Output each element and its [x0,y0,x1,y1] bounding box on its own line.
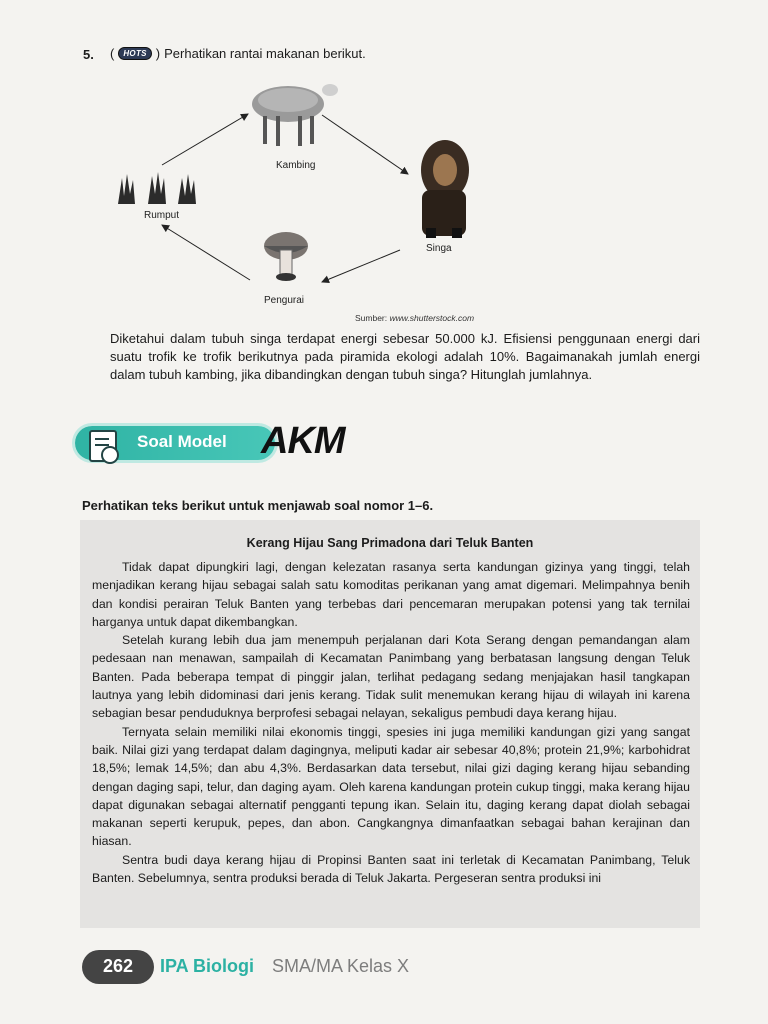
reading-body [92,558,690,887]
instruction: Perhatikan teks berikut untuk menjawab soal nomor 1–6. [82,498,434,513]
arrow-rumput-to-kambing [162,114,248,165]
footer-grade: SMA/MA Kelas X [272,956,410,976]
food-chain-illustration [100,70,580,330]
source-prefix: Sumber: [355,313,390,323]
mushroom-icon [264,232,308,281]
source-url: www.shutterstock.com [389,313,475,323]
question-prompt-line: ( HOTS ) Perhatikan rantai makanan berikut. [110,46,366,61]
footer-subject: IPA Biologi [160,956,254,976]
lion-icon [421,140,469,238]
reading-paragraph: Setelah kurang lebih dua jam menempuh perjalanan dari Kota Serang dengan pemandangan alam pedesaan nan menawan, sampailah di Kecamatan Panimbang yang berbatasan langsung dengan Teluk Banten. Pada beberapa tempat di pinggir jalan, terlihat pedagang sedang menjajakan hasil tangkapan lautnya yang lebih didominasi dari jenis kerang. Tidak sulit menemukan kerang hijau di wilayah ini karena sebagian besar penduduknya berprofesi sebagai nelayan, sekaligus pembudi daya kerang hijau. [92,633,690,721]
grass-icon [118,172,196,204]
page-number: 262 [102,956,134,976]
food-chain-diagram [100,70,580,330]
reading-title: Kerang Hijau Sang Primadona dari Teluk Banten [246,536,534,550]
reading-paragraph: Sentra budi daya kerang hijau di Propinsi Banten saat ini terletak di Kecamatan Panimbang, Teluk Banten. Sebelumnya, sentra produksi berada di Teluk Jakarta. Pergeseran sentra produksi ini [92,852,690,886]
label-kambing: Kambing [276,160,316,171]
question-number: 5. [83,47,94,62]
sheep-icon [252,84,338,146]
hots-badge: HOTS [118,47,151,60]
reading-box [80,520,700,928]
question-paragraph: Diketahui dalam tubuh singa terdapat energi sebesar 50.000 kJ. Efisiensi penggunaan energi dari suatu trofik ke trofik berikutnya pada piramida ekologi adalah 10%. Bagaimanakah jumlah energi dalam tubuh kambing, jika dibandingkan dengan tubuh singa? Hitunglah jumlahnya. [110,331,700,382]
arrow-kambing-to-singa [322,115,408,174]
akm-label: Soal Model [137,432,227,451]
arrow-pengurai-to-rumput [162,225,250,280]
akm-banner [75,418,365,470]
akm-title: AKM [261,420,345,462]
label-singa: Singa [426,243,452,254]
reading-paragraph: Ternyata selain memiliki nilai ekonomis tinggi, spesies ini juga memiliki kandungan gizi yang sangat baik. Nilai gizi yang terdapat dalam dagingnya, meliputi kadar air sebesar 40,8%; protein 21,9%; karbohidrat 18,5%; lemak 14,5%; dan abu 4,3%. Berdasarkan data tersebut, nilai gizi daging kerang hijau sebanding dengan daging sapi, telur, dan daging ayam. Oleh karena kandungan protein cukup tinggi, maka kerang hijau dapat digunakan sebagai alternatif pengganti tepung ikan. Selain itu, daging kerang dapat diolah sebagai makanan seperti kerupuk, pepes, dan abon. Cangkangnya dimanfaatkan sebagai bahan kerajinan dan hiasan. [92,724,690,849]
question-prompt: Perhatikan rantai makanan berikut. [164,46,366,61]
reading-paragraph: Tidak dapat dipungkiri lagi, dengan kelezatan rasanya serta kandungan gizinya yang tinggi, telah menjadikan kerang hijau sebagai salah satu komoditas perikanan yang amat digemari. Melimpahnya benih dan kondisi perairan Teluk Banten yang terbebas dari pencemaran merupakan potensi yang tak ternilai harganya untuk dapat dikembangkan. [92,560,690,629]
image-source [355,313,474,323]
label-pengurai: Pengurai [264,295,305,306]
check-icon [101,446,119,464]
label-rumput: Rumput [144,210,180,221]
arrow-singa-to-pengurai [322,250,400,282]
